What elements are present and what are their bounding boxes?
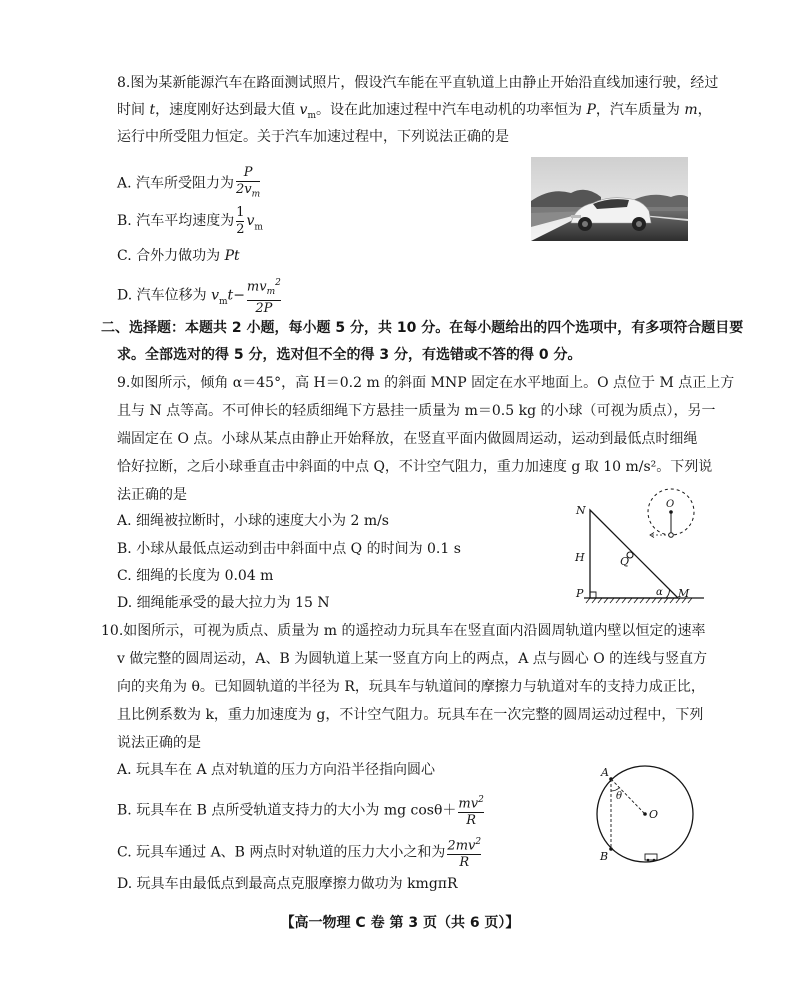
q8-option-b: B. 汽车平均速度为 $\frac{1}{2}$ $v_m$ (117, 205, 263, 237)
q9-option-b: B. 小球从最低点运动到击中斜面中点 Q 的时间为 0.1 s (117, 541, 461, 557)
ball-lowest (669, 533, 674, 538)
label-o: O (649, 808, 659, 821)
ground-hatch (586, 598, 692, 603)
pivot-o (669, 510, 673, 514)
page-footer: 【高一物理 C 卷 第 3 页（共 6 页）】 (280, 915, 520, 931)
q9-stem-line5: 法正确的是 (117, 487, 187, 503)
label-alpha: α (656, 587, 663, 598)
wheel-icon (647, 859, 650, 862)
q10-stem-line5: 说法正确的是 (117, 735, 201, 751)
label-o: O (666, 499, 675, 510)
q9-stem-line3: 端固定在 O 点。小球从某点由静止开始释放，在竖直平面内做圆周运动，运动到最低点时细绳 (117, 431, 698, 447)
q9-option-a: A. 细绳被拉断时，小球的速度大小为 2 m/s (117, 513, 389, 529)
car-photo (531, 157, 688, 241)
alpha-arc (666, 590, 670, 599)
q9-figure (568, 485, 718, 610)
q10-option-a: A. 玩具车在 A 点对轨道的压力方向沿半径指向圆心 (117, 762, 436, 778)
q10-option-d: D. 玩具车由最低点到最高点克服摩擦力做功为 kmgπR (117, 876, 458, 892)
q8-option-c: C. 合外力做功为 Pt (117, 248, 240, 264)
label-b: B (600, 850, 609, 863)
q10-option-b: B. 玩具车在 B 点所受轨道支持力的大小为 mg cosθ＋ $\frac{mv^2}{R}$ (117, 795, 484, 829)
q10-figure (590, 752, 700, 877)
q9-stem-line4: 恰好拉断，之后小球垂直击中斜面的中点 Q，不计空气阻力，重力加速度 g 取 10 m/s²。下列说 (117, 459, 713, 475)
label-m: M (678, 587, 690, 600)
wheel-icon (653, 859, 656, 862)
q9-stem-line1: 9.如图所示，倾角 α＝45°，高 H＝0.2 m 的斜面 MNP 固定在水平地面上。O 点位于 M 点正上方 (117, 375, 735, 391)
toy-car (645, 854, 657, 860)
q8-stem-line3: 运行中所受阻力恒定。关于汽车加速过程中，下列说法正确的是 (117, 129, 509, 145)
section-2-line1: 二、选择题：本题共 2 小题，每小题 5 分，共 10 分。在每小题给出的四个选项中，有多项符合题目要 (101, 320, 744, 336)
point-a (609, 777, 613, 781)
q10-stem-line2: v 做完整的圆周运动，A、B 为圆轨道上某一竖直方向上的两点，A 点与圆心 O 的连线与竖直方 (117, 651, 708, 667)
label-q: Q (620, 555, 630, 568)
section-2-line2: 求。全部选对的得 5 分，选对但不全的得 3 分，有选错或不答的得 0 分。 (117, 347, 582, 363)
label-theta: θ (616, 791, 623, 802)
q10-stem-line1: 10.如图所示，可视为质点、质量为 m 的遥控动力玩具车在竖直面内沿圆周轨道内壁以恒定的速率 (101, 623, 706, 639)
label-h: H (575, 551, 585, 564)
q8-stem-line2: 时间 t，速度刚好达到最大值 $v_m$。设在此加速过程中汽车电动机的功率恒为 P，汽车质量为 m， (117, 102, 712, 121)
q8-option-d: D. 汽车位移为 $v_mt-$ $\frac{mv_m^2}{2P}$ (117, 278, 281, 316)
center-o (643, 812, 647, 816)
label-a: A (601, 766, 609, 779)
label-n: N (576, 504, 586, 517)
q8-option-a: A. 汽车所受阻力为 $\frac{P}{2v_m}$ (117, 165, 262, 203)
q9-option-c: C. 细绳的长度为 0.04 m (117, 568, 274, 584)
incline-triangle (590, 510, 678, 598)
label-p: P (576, 587, 584, 600)
right-angle-mark (590, 592, 596, 598)
point-b (609, 847, 613, 851)
q9-option-d: D. 细绳能承受的最大拉力为 15 N (117, 595, 330, 611)
q10-stem-line4: 且比例系数为 k，重力加速度为 g，不计空气阻力。玩具车在一次完整的圆周运动过程中，下列 (117, 707, 704, 723)
q10-option-c: C. 玩具车通过 A、B 两点时对轨道的压力大小之和为 $\frac{2mv^2}{R}$ (117, 837, 482, 871)
q8-stem-line1: 8.图为某新能源汽车在路面测试照片，假设汽车能在平直轨道上由静止开始沿直线加速行驶，经过 (117, 75, 719, 91)
q10-stem-line3: 向的夹角为 θ。已知圆轨道的半径为 R，玩具车与轨道间的摩擦力与轨道对车的支持力成正比， (117, 679, 705, 695)
q9-stem-line2: 且与 N 点等高。不可伸长的轻质细绳下方悬挂一质量为 m＝0.5 kg 的小球（可视为质点），另一 (117, 403, 716, 419)
